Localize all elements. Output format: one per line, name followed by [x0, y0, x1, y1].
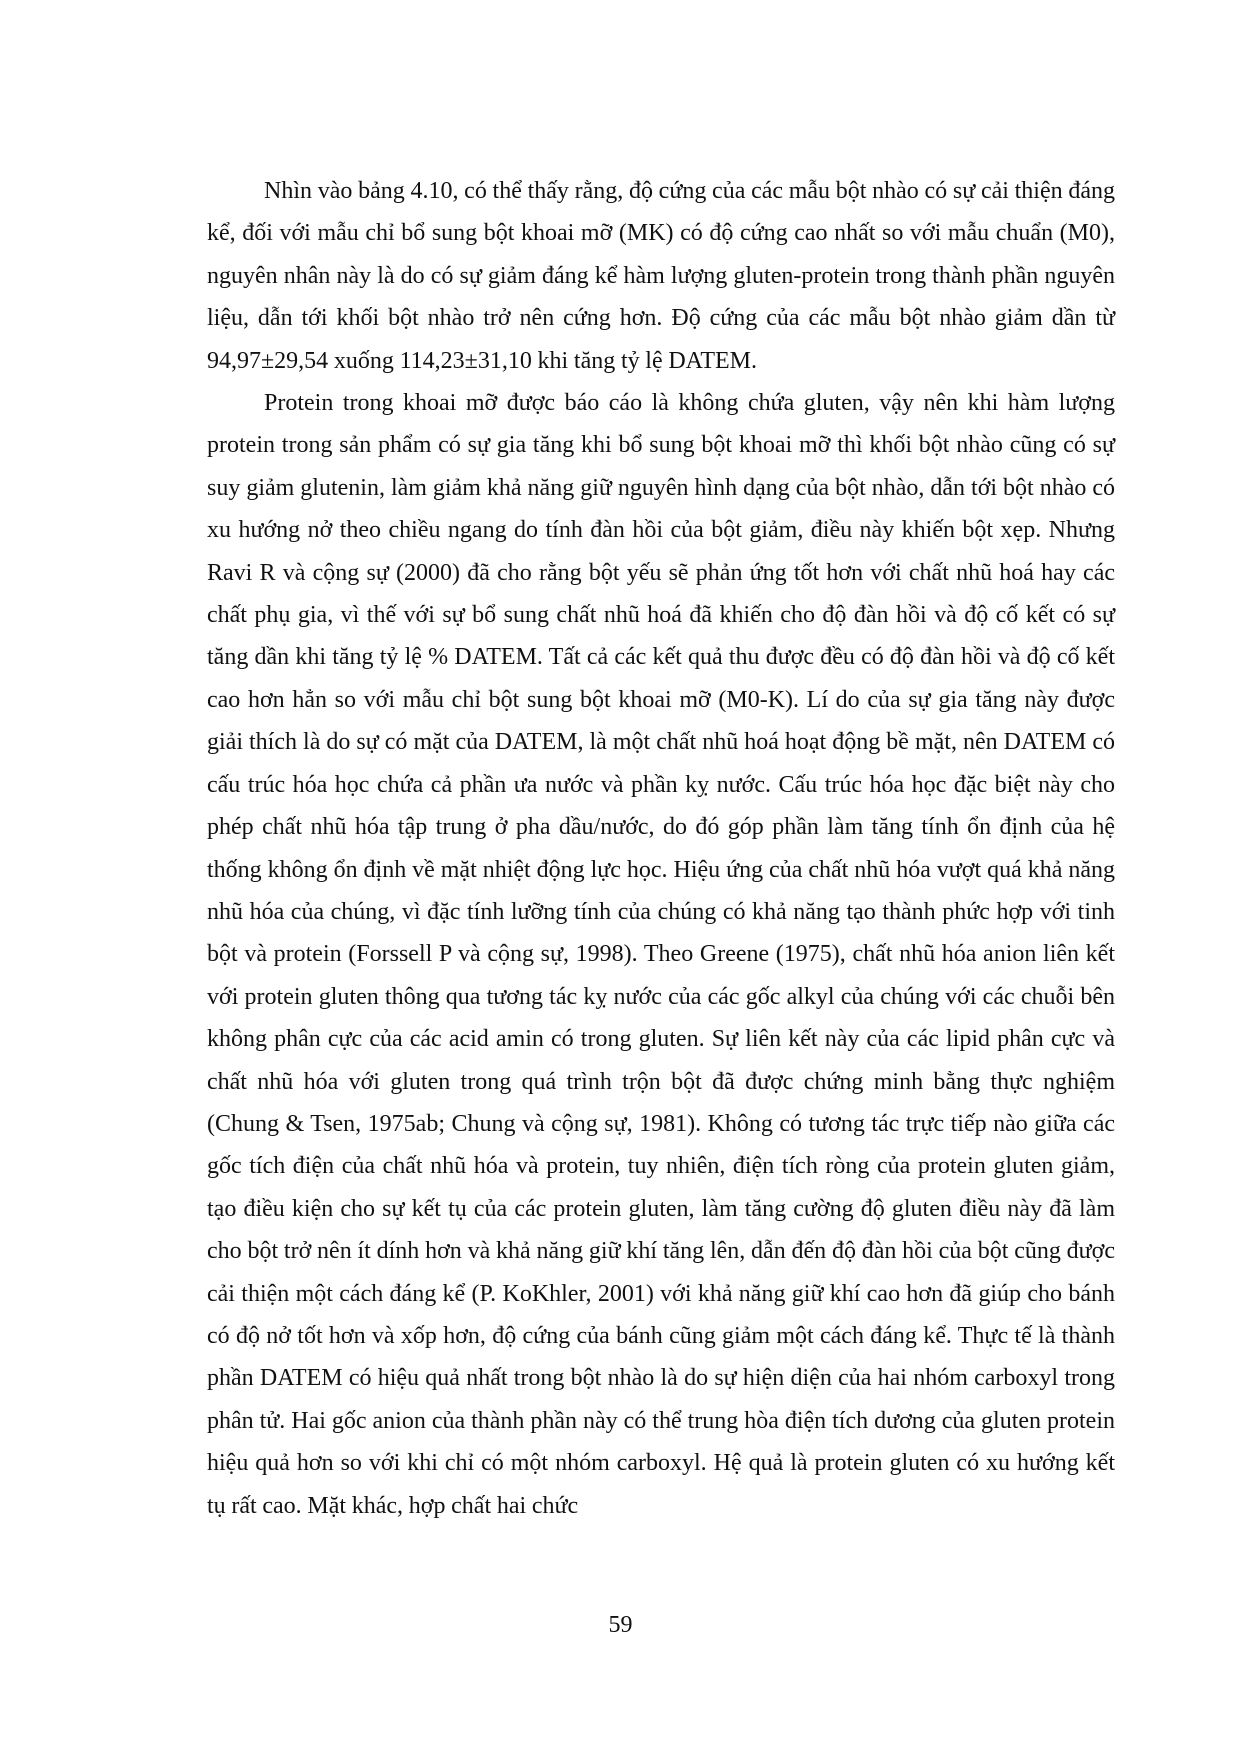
- body-text: [207, 170, 1115, 1527]
- paragraph-1: Nhìn vào bảng 4.10, có thể thấy rằng, độ cứng của các mẫu bột nhào có sự cải thiện đáng kể, đối với mẫu chỉ bổ sung bột khoai mỡ (MK) có độ cứng cao nhất so với mẫu chuẩn (M0), nguyên nhân này là do có sự giảm đáng kể hàm lượng gluten-protein trong thành phần nguyên liệu, dẫn tới khối bột nhào trở nên cứng hơn. Độ cứng của các mẫu bột nhào giảm dần từ 94,97±29,54 xuống 114,23±31,10 khi tăng tỷ lệ DATEM.: [207, 178, 1115, 374]
- paragraph-2: Protein trong khoai mỡ được báo cáo là không chứa gluten, vậy nên khi hàm lượng protein trong sản phẩm có sự gia tăng khi bổ sung bột khoai mỡ thì khối bột nhào cũng có sự suy giảm glutenin, làm giảm khả năng giữ nguyên hình dạng của bột nhào, dẫn tới bột nhào có xu hướng nở theo chiều ngang do tính đàn hồi của bột giảm, điều này khiến bột xẹp. Nhưng Ravi R và cộng sự (2000) đã cho rằng bột yếu sẽ phản ứng tốt hơn với chất nhũ hoá hay các chất phụ gia, vì thế với sự bổ sung chất nhũ hoá đã khiến cho độ đàn hồi và độ cố kết có sự tăng dần khi tăng tỷ lệ % DATEM. Tất cả các kết quả thu được đều có độ đàn hồi và độ cố kết cao hơn hẳn so với mẫu chỉ bột sung bột khoai mỡ (M0-K). Lí do của sự gia tăng này được giải thích là do sự có mặt của DATEM, là một chất nhũ hoá hoạt động bề mặt, nên DATEM có cấu trúc hóa học chứa cả phần ưa nước và phần kỵ nước. Cấu trúc hóa học đặc biệt này cho phép chất nhũ hóa tập trung ở pha dầu/nước, do đó góp phần làm tăng tính ổn định của hệ thống không ổn định về mặt nhiệt động lực học. Hiệu ứng của chất nhũ hóa vượt quá khả năng nhũ hóa của chúng, vì đặc tính lưỡng tính của chúng có khả năng tạo thành phức hợp với tinh bột và protein (Forssell P và cộng sự, 1998). Theo Greene (1975), chất nhũ hóa anion liên kết với protein gluten thông qua tương tác kỵ nước của các gốc alkyl của chúng với các chuỗi bên không phân cực của các acid amin có trong gluten. Sự liên kết này của các lipid phân cực và chất nhũ hóa với gluten trong quá trình trộn bột đã được chứng minh bằng thực nghiệm (Chung & Tsen, 1975ab; Chung và cộng sự, 1981). Không có tương tác trực tiếp nào giữa các gốc tích điện của chất nhũ hóa và protein, tuy nhiên, điện tích ròng của protein gluten giảm, tạo điều kiện cho sự kết tụ của các protein gluten, làm tăng cường độ gluten điều này đã làm cho bột trở nên ít dính hơn và khả năng giữ khí tăng lên, dẫn đến độ đàn hồi của bột cũng được cải thiện một cách đáng kể (P. KoKhler, 2001) với khả năng giữ khí cao hơn đã giúp cho bánh có độ nở tốt hơn và xốp hơn, độ cứng của bánh cũng giảm một cách đáng kể. Thực tế là thành phần DATEM có hiệu quả nhất trong bột nhào là do sự hiện diện của hai nhóm carboxyl trong phân tử. Hai gốc anion của thành phần này có thể trung hòa điện tích dương của gluten protein hiệu quả hơn so với khi chỉ có một nhóm carboxyl. Hệ quả là protein gluten có xu hướng kết tụ rất cao. Mặt khác, hợp chất hai chức: [207, 390, 1115, 1519]
- page-number: 59: [608, 1612, 633, 1638]
